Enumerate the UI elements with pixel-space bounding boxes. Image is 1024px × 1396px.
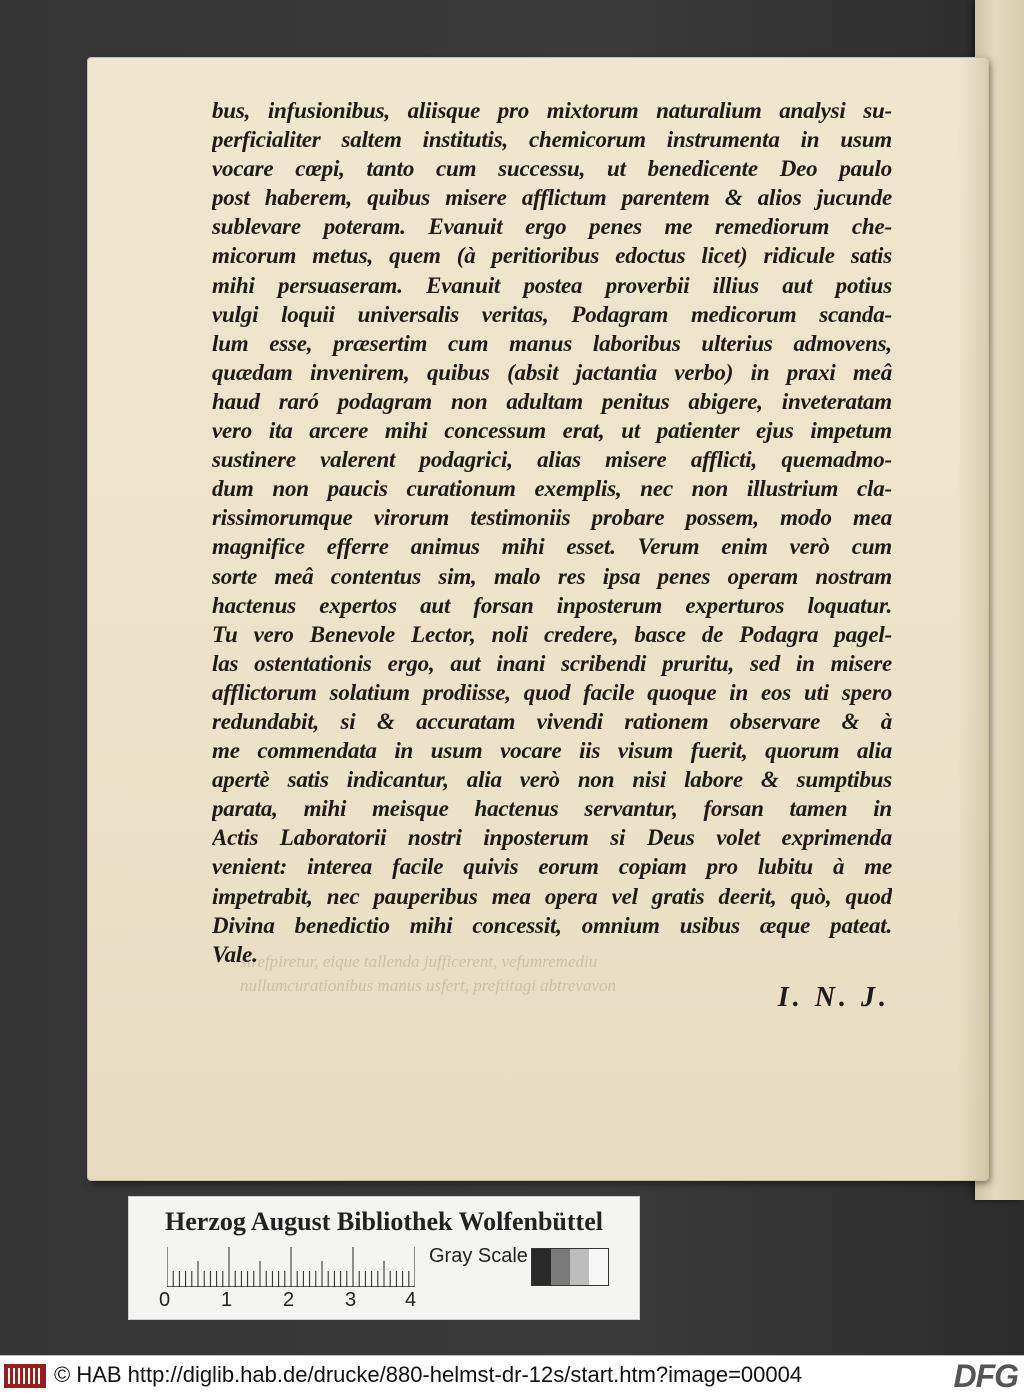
text-line: vulgi loquii universalis veritas, Podagram medicorum scanda- xyxy=(212,301,892,327)
text-line: post haberem, quibus misere afflictum parentem & alios jucunde xyxy=(212,185,892,211)
text-line: las ostentationis ergo, aut inani scribendi pruritu, sed in misere xyxy=(212,650,892,676)
source-url[interactable]: © HAB http://diglib.hab.de/drucke/880-helmst-dr-12s/start.htm?image=00004 xyxy=(54,1362,803,1387)
text-line: bus, infusionibus, aliisque pro mixtorum naturalium analysi su- xyxy=(212,98,892,123)
ruler-number: 0 xyxy=(159,1289,171,1311)
text-line: haud raró podagram non adultam penitus abigere, inveteratam xyxy=(212,388,892,414)
text-line: Vale. xyxy=(212,941,258,967)
text-line: venient: interea facile quivis eorum copiam pro lubitu à me xyxy=(212,854,892,880)
text-line: micorum metus, quem (à peritioribus edoctus licet) ridicule satis xyxy=(212,243,892,269)
text-line: me commendata in usum vocare iis visum fuerit, quorum alia xyxy=(212,738,892,764)
text-line: magnifice efferre animus mihi esset. Verum enim verò cum xyxy=(212,534,892,560)
text-line: vero ita arcere mihi concessum erat, ut patienter ejus impetum xyxy=(212,418,892,444)
text-line: vocare cœpi, tanto cum successu, ut benedicente Deo paulo xyxy=(212,156,892,182)
text-line: sublevare poteram. Evanuit ergo penes me remediorum che- xyxy=(212,214,892,240)
gray-swatch xyxy=(532,1249,551,1285)
library-name: Herzog August Bibliothek Wolfenbüttel xyxy=(165,1207,603,1236)
viewer-footer xyxy=(0,1355,1024,1396)
text-line: lum esse, præsertim cum manus laboribus ulterius admovens, xyxy=(212,330,892,356)
ruler-number: 4 xyxy=(405,1289,417,1311)
ruler-scale xyxy=(167,1247,415,1287)
text-line: parata, mihi meisque hactenus servantur, forsan tamen in xyxy=(212,796,892,822)
text-line: hactenus expertos aut forsan inposterum experturos loquatur. xyxy=(212,592,892,618)
gray-swatch xyxy=(551,1249,570,1285)
text-line: impetrabit, nec pauperibus mea opera vel gratis deerit, quò, quod xyxy=(212,883,892,909)
dfg-logo: DFG xyxy=(953,1358,1018,1394)
body-text xyxy=(212,96,892,969)
text-line: mihi persuaseram. Evanuit postea proverbii illius aut potius xyxy=(212,272,892,298)
hab-logo-icon xyxy=(4,1364,46,1388)
gray-scale-label: Gray Scale xyxy=(429,1245,528,1267)
text-line: afflictorum solatium prodiisse, quod facile quoque in eos uti spero xyxy=(212,679,892,705)
text-line: Tu vero Benevole Lector, noli credere, basce de Podagra pagel- xyxy=(212,621,892,647)
ghost-line: nullumcurationibus manus usfert, preftitagi abtrevavon xyxy=(240,976,617,995)
text-line: Divina benedictio mihi concessit, omnium usibus æque pateat. xyxy=(212,912,892,938)
text-line: apertè satis indicantur, alia verò non nisi labore & sumptibus xyxy=(212,767,892,793)
ruler-number: 2 xyxy=(283,1289,295,1311)
gray-swatch xyxy=(570,1249,589,1285)
gray-scale-swatches xyxy=(531,1248,609,1286)
text-line: sorte meâ contentus sim, malo res ipsa penes operam nostram xyxy=(212,563,892,589)
text-line: perficialiter saltem institutis, chemicorum instrumenta in usum xyxy=(212,127,892,153)
text-line: rissimorumque virorum testimoniis probare possem, modo mea xyxy=(212,505,892,531)
color-calibration-card xyxy=(128,1196,640,1320)
text-line: Actis Laboratorii nostri inposterum si Deus volet exprimenda xyxy=(212,825,892,851)
text-line: sustinere valerent podagrici, alias misere afflicti, quemadmo- xyxy=(212,447,892,473)
ghost-line: sirefpiretur, eique tallenda jufficerent, vefumremediu xyxy=(240,952,598,971)
text-line: dum non paucis curationum exemplis, nec non illustrium cla- xyxy=(212,476,892,502)
signature-initials: I. N. J. xyxy=(777,982,890,1013)
ruler-number: 1 xyxy=(221,1289,233,1311)
text-line: quædam invenirem, quibus (absit jactantia verbo) in praxi meâ xyxy=(212,359,892,385)
ruler-number: 3 xyxy=(345,1289,357,1311)
text-line: redundabit, si & accuratam vivendi rationem observare & à xyxy=(212,708,892,734)
gray-swatch xyxy=(589,1249,608,1285)
ruler-numbers xyxy=(159,1289,429,1313)
